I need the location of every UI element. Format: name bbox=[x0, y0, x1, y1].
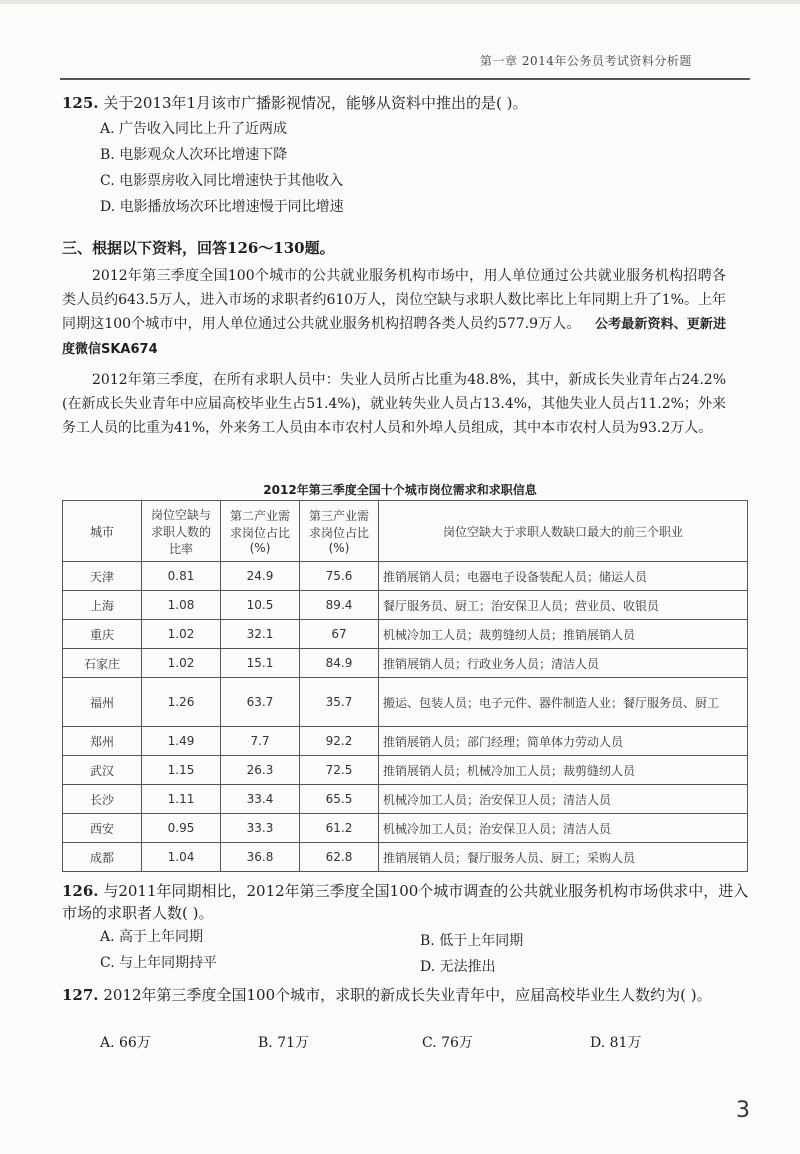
cell-ratio: 1.15 bbox=[142, 756, 221, 785]
cell-city: 成都 bbox=[63, 843, 142, 872]
cell-jobs: 推销展销人员；部门经理；简单体力劳动人员 bbox=[379, 727, 748, 756]
question-number: 127. bbox=[62, 986, 99, 1004]
question-number: 126. bbox=[62, 882, 99, 900]
cell-jobs: 餐厅服务员、厨工；治安保卫人员；营业员、收银员 bbox=[379, 591, 748, 620]
cell-jobs: 推销展销人员；行政业务人员；清洁人员 bbox=[379, 649, 748, 678]
cell-jobs: 推销展销人员；电器电子设备装配人员；储运人员 bbox=[379, 562, 748, 591]
cell-city: 郑州 bbox=[63, 727, 142, 756]
page-number: 3 bbox=[736, 1098, 750, 1123]
cell-ratio: 0.81 bbox=[142, 562, 221, 591]
question-stem: 2012年第三季度全国100个城市，求职的新成长失业青年中，应届高校毕业生人数约为( )。 bbox=[103, 986, 712, 1004]
cell-ratio: 1.49 bbox=[142, 727, 221, 756]
cell-second: 7.7 bbox=[221, 727, 300, 756]
cell-ratio: 0.95 bbox=[142, 814, 221, 843]
cell-ratio: 1.02 bbox=[142, 620, 221, 649]
table-row bbox=[63, 756, 748, 785]
cell-city: 天津 bbox=[63, 562, 142, 591]
cell-city: 长沙 bbox=[63, 785, 142, 814]
q127-option-a[interactable]: A. 66万 bbox=[100, 1035, 151, 1051]
cell-second: 33.3 bbox=[221, 814, 300, 843]
cell-ratio: 1.04 bbox=[142, 843, 221, 872]
cell-third: 84.9 bbox=[300, 649, 379, 678]
q125-option-b[interactable]: B. 电影观众人次环比增速下降 bbox=[100, 147, 288, 163]
header-ratio: 岗位空缺与求职人数的比率 bbox=[142, 501, 221, 562]
cell-second: 10.5 bbox=[221, 591, 300, 620]
q126-option-a[interactable]: A. 高于上年同期 bbox=[100, 929, 204, 945]
question-number: 125. bbox=[62, 94, 99, 112]
cell-city: 上海 bbox=[63, 591, 142, 620]
q127-option-b[interactable]: B. 71万 bbox=[258, 1035, 310, 1051]
table-header-row bbox=[63, 501, 748, 562]
cell-second: 63.7 bbox=[221, 678, 300, 727]
header-second-industry: 第二产业需求岗位占比(%) bbox=[221, 501, 300, 562]
cell-jobs: 搬运、包装人员；电子元件、器件制造人业；餐厅服务员、厨工 bbox=[379, 678, 748, 727]
question-125 bbox=[62, 92, 752, 114]
cell-jobs: 机械冷加工人员；裁剪缝纫人员；推销展销人员 bbox=[379, 620, 748, 649]
q126-option-c[interactable]: C. 与上年同期持平 bbox=[100, 955, 218, 971]
table-row bbox=[63, 785, 748, 814]
q126-option-b[interactable]: B. 低于上年同期 bbox=[420, 933, 524, 949]
cell-ratio: 1.26 bbox=[142, 678, 221, 727]
cell-second: 32.1 bbox=[221, 620, 300, 649]
question-127 bbox=[62, 984, 752, 1006]
cell-second: 24.9 bbox=[221, 562, 300, 591]
table-title: 2012年第三季度全国十个城市岗位需求和求职信息 bbox=[263, 483, 537, 497]
cell-third: 72.5 bbox=[300, 756, 379, 785]
q127-option-d[interactable]: D. 81万 bbox=[590, 1035, 642, 1051]
section-heading: 三、根据以下资料，回答126～130题。 bbox=[62, 239, 335, 257]
city-jobs-table bbox=[62, 500, 748, 872]
cell-third: 67 bbox=[300, 620, 379, 649]
scan-edge bbox=[0, 0, 800, 4]
cell-jobs: 机械冷加工人员；治安保卫人员；清洁人员 bbox=[379, 785, 748, 814]
cell-second: 26.3 bbox=[221, 756, 300, 785]
question-stem: 与2011年同期相比，2012年第三季度全国100个城市调查的公共就业服务机构市场供求中，进入市场的求职者人数( )。 bbox=[62, 882, 749, 922]
material-paragraph-2: 2012年第三季度，在所有求职人员中：失业人员所占比重为48.8%，其中，新成长失业青年占24.2%(在新成长失业青年中应届高校毕业生占51.4%)，就业转失业人员占13.4%，其他失业人员占11.2%；外来务工人员的比重为41%，外来务工人员由本市农村人员和外埠人员组成，其中本市农村人员为93.2万人。 bbox=[62, 372, 726, 436]
table-row bbox=[63, 591, 748, 620]
paragraph-1-text: 2012年第三季度全国100个城市的公共就业服务机构市场中，用人单位通过公共就业服务机构招聘各类人员约643.5万人，进入市场的求职者约610万人，岗位空缺与求职人数比率比上年同期上升了1%。上年同期这100个城市中，用人单位通过公共就业服务机构招聘各类人员约577.9万人。 bbox=[62, 268, 726, 332]
running-header: 第一章 2014年公务员考试资料分析题 bbox=[480, 54, 692, 68]
q127-option-c[interactable]: C. 76万 bbox=[422, 1035, 473, 1051]
table-row bbox=[63, 678, 748, 727]
cell-third: 35.7 bbox=[300, 678, 379, 727]
material-paragraph-1 bbox=[62, 264, 726, 362]
table-row bbox=[63, 727, 748, 756]
cell-city: 西安 bbox=[63, 814, 142, 843]
cell-ratio: 1.11 bbox=[142, 785, 221, 814]
cell-jobs: 机械冷加工人员；治安保卫人员；清洁人员 bbox=[379, 814, 748, 843]
q125-option-c[interactable]: C. 电影票房收入同比增速快于其他收入 bbox=[100, 173, 344, 189]
cell-ratio: 1.02 bbox=[142, 649, 221, 678]
question-stem: 关于2013年1月该市广播影视情况，能够从资料中推出的是( )。 bbox=[103, 94, 528, 112]
header-top-occupations: 岗位空缺大于求职人数缺口最大的前三个职业 bbox=[379, 501, 748, 562]
cell-second: 33.4 bbox=[221, 785, 300, 814]
cell-second: 15.1 bbox=[221, 649, 300, 678]
table-row bbox=[63, 620, 748, 649]
question-126 bbox=[62, 880, 752, 924]
cell-ratio: 1.08 bbox=[142, 591, 221, 620]
cell-jobs: 推销展销人员；餐厅服务人员、厨工；采购人员 bbox=[379, 843, 748, 872]
cell-city: 重庆 bbox=[63, 620, 142, 649]
cell-third: 92.2 bbox=[300, 727, 379, 756]
header-rule bbox=[60, 78, 750, 80]
cell-city: 福州 bbox=[63, 678, 142, 727]
q125-option-d[interactable]: D. 电影播放场次环比增速慢于同比增速 bbox=[100, 199, 344, 215]
table-row bbox=[63, 649, 748, 678]
cell-city: 武汉 bbox=[63, 756, 142, 785]
watermark-text: 公考最新资料、更新进度微信SKA674 bbox=[62, 317, 726, 357]
cell-third: 75.6 bbox=[300, 562, 379, 591]
cell-third: 62.8 bbox=[300, 843, 379, 872]
cell-city: 石家庄 bbox=[63, 649, 142, 678]
header-city: 城市 bbox=[63, 501, 142, 562]
cell-third: 89.4 bbox=[300, 591, 379, 620]
table-row bbox=[63, 562, 748, 591]
table-row bbox=[63, 814, 748, 843]
cell-second: 36.8 bbox=[221, 843, 300, 872]
cell-third: 61.2 bbox=[300, 814, 379, 843]
q126-option-d[interactable]: D. 无法推出 bbox=[420, 959, 496, 975]
cell-third: 65.5 bbox=[300, 785, 379, 814]
q125-option-a[interactable]: A. 广告收入同比上升了近两成 bbox=[100, 121, 288, 137]
cell-jobs: 推销展销人员；机械冷加工人员；裁剪缝纫人员 bbox=[379, 756, 748, 785]
table-row bbox=[63, 843, 748, 872]
header-third-industry: 第三产业需求岗位占比(%) bbox=[300, 501, 379, 562]
